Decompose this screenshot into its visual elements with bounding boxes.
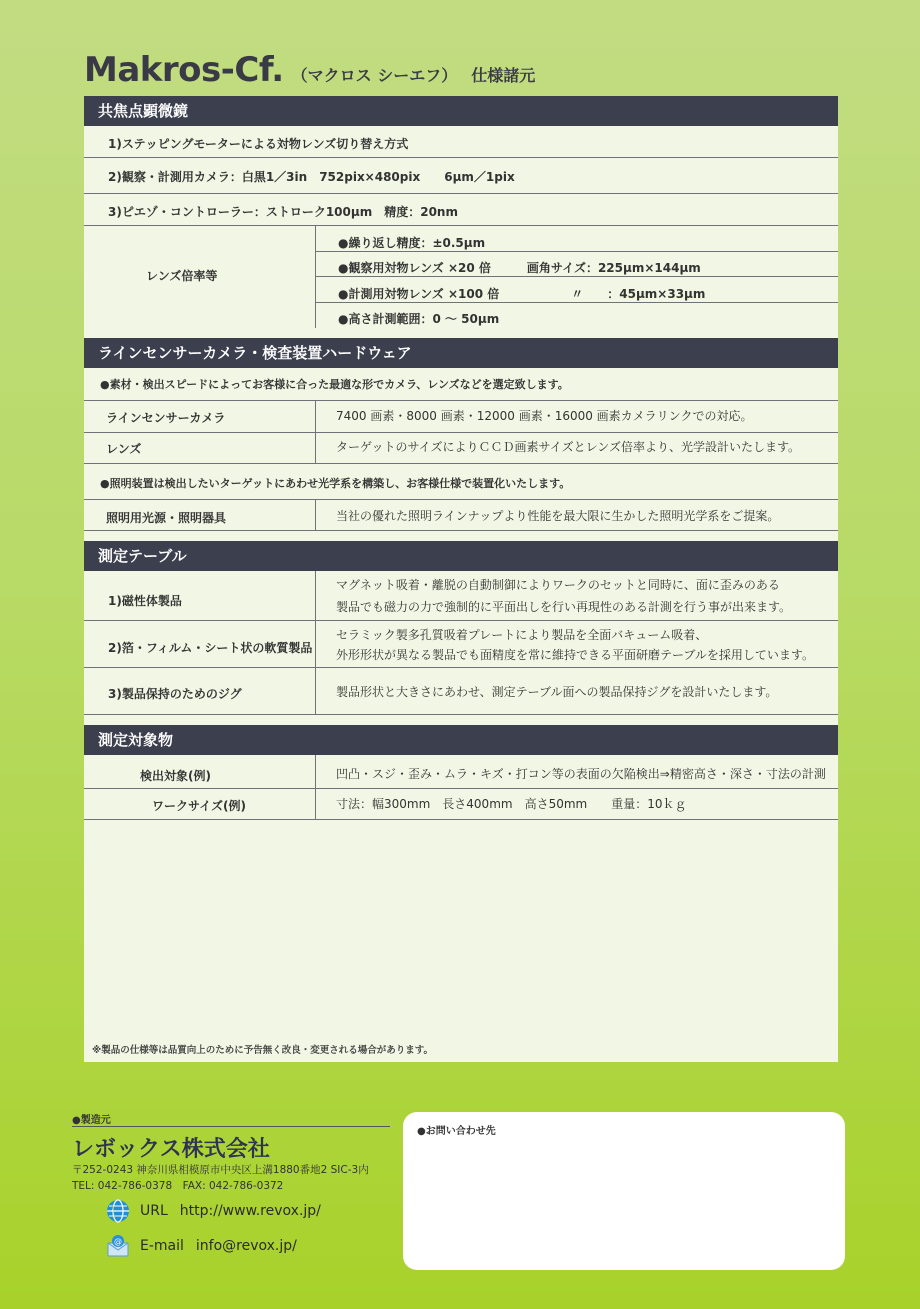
spec-heading: 仕様諸元 [471, 66, 536, 85]
divider [84, 157, 838, 158]
manufacturer-label: ●製造元 [72, 1115, 111, 1126]
table-row-line: 外形形状が異なる製品でも面精度を常に維持できる平面研磨テーブルを採用しています。 [336, 648, 814, 662]
divider [84, 819, 838, 820]
spec-panel [84, 96, 838, 1062]
email-link[interactable]: info@revox.jp/ [195, 1238, 297, 1254]
table-row-label: 3)製品保持のためのジグ [108, 687, 242, 701]
company-address: 〒252-0243 神奈川県相模原市中央区上溝1880番地2 SIC-3内 [72, 1164, 369, 1176]
table-row-line: マグネット吸着・離脱の自動制御によりワークのセットと同時に、面に歪みのある [336, 578, 780, 592]
column-divider [315, 571, 316, 714]
divider [72, 1126, 390, 1127]
lens-item: ●繰り返し精度：±0.5μm [338, 236, 486, 250]
page-title [84, 50, 535, 90]
table-row-label: 1)磁性体製品 [108, 594, 182, 608]
divider [84, 400, 838, 401]
target-value: 凹凸・スジ・歪み・ムラ・キズ・打コン等の表面の欠陥検出⇒精密高さ・深さ・寸法の計測 [336, 767, 826, 781]
company-name: レボックス株式会社 [72, 1137, 270, 1162]
svg-text:@: @ [114, 1237, 122, 1246]
divider [84, 193, 838, 194]
target-label: ワークサイズ(例) [152, 799, 247, 813]
linesensor-note: ●素材・検出スピードによってお客様に合った最適な形でカメラ、レンズなどを選定致します。 [100, 378, 569, 391]
column-divider [315, 499, 316, 530]
microscope-row-3: 3)ピエゾ・コントローラー：ストローク100μm 精度：20nm [108, 205, 458, 219]
url-link[interactable]: http://www.revox.jp/ [179, 1203, 321, 1219]
lens-item: ●計測用対物レンズ ×100 倍 〃 ：45μm×33μm [338, 287, 706, 301]
linesensor-label: ラインセンサーカメラ [106, 411, 226, 425]
footnote: ※製品の仕様等は品質向上のために予告無く改良・変更される場合があります。 [92, 1045, 433, 1056]
divider [84, 620, 838, 621]
column-divider [315, 400, 316, 463]
divider [84, 463, 838, 464]
lens-item: ●観察用対物レンズ ×20 倍 画角サイズ：225μm×144μm [338, 261, 701, 275]
lighting-note: ●照明装置は検出したいターゲットにあわせ光学系を構築し、お客様仕様で装置化いたします。 [100, 477, 571, 490]
divider [315, 302, 838, 303]
divider [84, 788, 838, 789]
divider [84, 499, 838, 500]
target-label: 検出対象(例) [140, 769, 211, 783]
email-label: E-mail [140, 1238, 184, 1254]
company-phone: TEL: 042-786-0378 FAX: 042-786-0372 [72, 1180, 284, 1192]
microscope-row-2: 2)観察・計測用カメラ：白黒1／3in 752pix×480pix 6μm／1pix [108, 170, 515, 184]
linesensor-value: 7400 画素・8000 画素・12000 画素・16000 画素カメラリンクでの対応。 [336, 409, 753, 423]
inquiry-label: ●お問い合わせ先 [417, 1126, 496, 1137]
table-row-line: セラミック製多孔質吸着プレートにより製品を全面バキューム吸着、 [336, 628, 708, 642]
lighting-label: 照明用光源・照明器具 [106, 511, 227, 525]
divider [84, 714, 838, 715]
lens-label: レンズ倍率等 [146, 269, 218, 283]
url-row[interactable] [106, 1199, 321, 1223]
lighting-value: 当社の優れた照明ラインナップより性能を最大限に生かした照明光学系をご提案。 [336, 509, 780, 523]
linesensor-value: ターゲットのサイズによりＣＣＤ画素サイズとレンズ倍率より、光学設計いたします。 [336, 440, 800, 454]
divider [84, 667, 838, 668]
section-heading-table: 測定テーブル [84, 541, 838, 571]
section-heading-linesensor: ラインセンサーカメラ・検査装置ハードウェア [84, 338, 838, 368]
divider [315, 251, 838, 252]
table-row-line: 製品でも磁力の力で強制的に平面出しを行い再現性のある計測を行う事が出来ます。 [336, 600, 792, 614]
product-reading: （マクロス シーエフ） [291, 66, 458, 85]
mail-icon [106, 1234, 130, 1258]
divider [315, 276, 838, 277]
target-value: 寸法：幅300mm 長さ400mm 高さ50mm 重量：10ｋｇ [336, 797, 687, 811]
divider [84, 432, 838, 433]
email-row[interactable] [106, 1234, 297, 1258]
divider [84, 225, 838, 226]
column-divider [315, 755, 316, 819]
inquiry-box [403, 1112, 845, 1270]
table-row-line: 製品形状と大きさにあわせ、測定テーブル面への製品保持ジグを設計いたします。 [336, 685, 778, 699]
table-row-label: 2)箔・フィルム・シート状の軟質製品 [108, 641, 313, 655]
section-heading-microscope: 共焦点顕微鏡 [84, 96, 838, 126]
microscope-row-1: 1)ステッピングモーターによる対物レンズ切り替え方式 [108, 137, 409, 151]
divider [84, 530, 838, 531]
section-heading-target: 測定対象物 [84, 725, 838, 755]
linesensor-label: レンズ [106, 442, 142, 456]
globe-icon [106, 1199, 130, 1223]
lens-item: ●高さ計測範囲：0 〜 50μm [338, 312, 500, 326]
url-label: URL [140, 1203, 168, 1219]
product-name: Makros-Cf. [84, 50, 284, 90]
